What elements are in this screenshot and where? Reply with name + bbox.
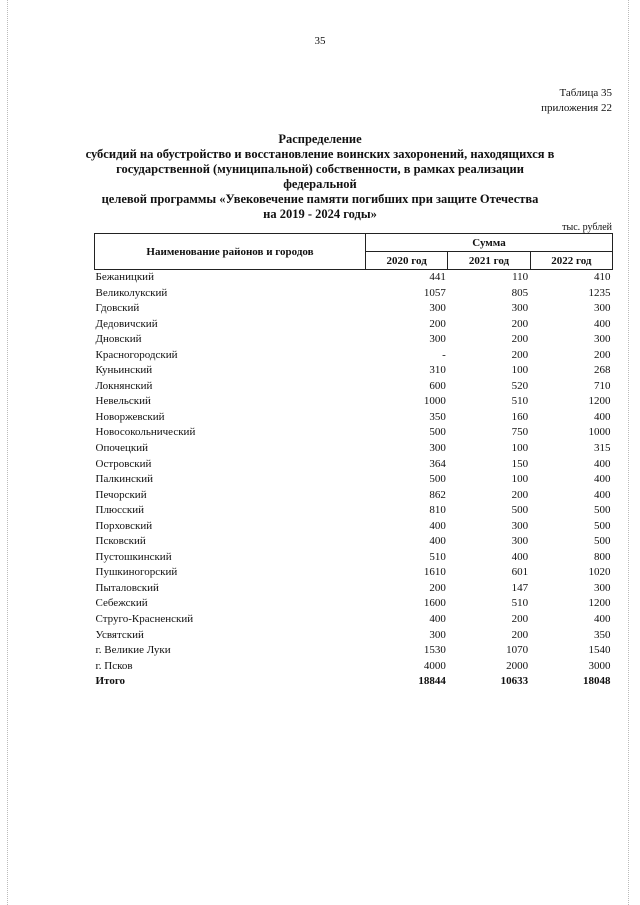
header-name: Наименование районов и городов bbox=[95, 234, 366, 270]
district-name: Печорский bbox=[95, 488, 147, 501]
value-2020: 810 bbox=[429, 504, 446, 517]
left-margin-line bbox=[7, 0, 8, 905]
value-2020: 4000 bbox=[423, 659, 446, 672]
value-2022: 400 bbox=[594, 473, 611, 486]
value-2020: 1000 bbox=[423, 395, 446, 408]
header-sum: Сумма bbox=[366, 234, 613, 252]
value-2021: 300 bbox=[511, 302, 529, 315]
value-2020: 364 bbox=[429, 457, 446, 470]
value-2021: 110 bbox=[512, 271, 529, 283]
value-2020: 1057 bbox=[423, 286, 446, 299]
value-2021: 200 bbox=[511, 333, 529, 346]
table-row bbox=[95, 410, 613, 426]
table-row bbox=[95, 301, 613, 317]
value-2020: 510 bbox=[429, 550, 446, 563]
value-2021: 160 bbox=[511, 410, 529, 423]
value-2022: 400 bbox=[594, 457, 611, 470]
header-year-2022: 2022 год bbox=[530, 252, 612, 270]
value-2020: 400 bbox=[429, 613, 446, 626]
district-name: Островский bbox=[95, 457, 152, 470]
district-name: Красногородский bbox=[95, 348, 178, 361]
value-2021: 2000 bbox=[506, 659, 529, 672]
value-2022: 1540 bbox=[588, 644, 611, 657]
value-2021: 750 bbox=[511, 426, 529, 439]
table-row bbox=[95, 565, 613, 581]
value-2022: 300 bbox=[594, 302, 611, 315]
value-2022: 400 bbox=[594, 613, 611, 626]
district-name: Великолукский bbox=[95, 286, 168, 299]
district-name: Пустошкинский bbox=[95, 550, 172, 563]
value-2021: 200 bbox=[511, 317, 529, 330]
table-total-row bbox=[95, 674, 613, 690]
district-name: Струго-Красненский bbox=[95, 613, 194, 626]
table-row bbox=[95, 348, 613, 364]
value-2020: 200 bbox=[429, 581, 446, 594]
table-row bbox=[95, 472, 613, 488]
title-line4: целевой программы «Увековечение памяти погибших при защите Отечества bbox=[101, 192, 539, 206]
value-2021: 520 bbox=[511, 379, 529, 392]
district-name: Плюсский bbox=[95, 504, 145, 517]
value-2021: 147 bbox=[511, 581, 529, 594]
value-2021: 400 bbox=[511, 550, 529, 563]
table-row bbox=[95, 286, 613, 302]
district-name: г. Псков bbox=[95, 659, 133, 672]
right-margin-line bbox=[628, 0, 629, 905]
value-2020: 400 bbox=[429, 535, 446, 548]
value-2022: 1020 bbox=[588, 566, 611, 579]
value-2020: 500 bbox=[429, 473, 446, 486]
value-2022: 300 bbox=[594, 333, 611, 346]
district-name: Куньинский bbox=[95, 364, 153, 377]
value-2021: 200 bbox=[511, 348, 529, 361]
value-2020: - bbox=[442, 348, 446, 361]
value-2020: 200 bbox=[429, 317, 446, 330]
value-2020: 1610 bbox=[423, 566, 446, 579]
table-ref-line1: Таблица 35 bbox=[559, 87, 612, 99]
value-2020: 300 bbox=[429, 442, 446, 455]
value-2020: 500 bbox=[429, 426, 446, 439]
district-name: Итого bbox=[95, 675, 126, 688]
table-row bbox=[95, 441, 613, 457]
value-2021: 200 bbox=[511, 628, 529, 641]
value-2021: 1070 bbox=[506, 644, 529, 657]
value-2021: 200 bbox=[511, 613, 529, 626]
value-2020: 300 bbox=[429, 333, 446, 346]
district-name: Бежаницкий bbox=[95, 271, 154, 283]
value-2021: 300 bbox=[511, 519, 529, 532]
page-number: 35 bbox=[314, 35, 326, 47]
table-row bbox=[95, 488, 613, 504]
value-2022: 315 bbox=[594, 442, 611, 455]
table-row bbox=[95, 581, 613, 597]
value-2022: 400 bbox=[594, 410, 611, 423]
value-2022: 400 bbox=[594, 488, 611, 501]
value-2020: 400 bbox=[429, 519, 446, 532]
district-name: Дновский bbox=[95, 333, 142, 346]
value-2022: 1200 bbox=[588, 395, 611, 408]
table-row bbox=[95, 317, 613, 333]
value-2022: 1235 bbox=[588, 286, 611, 299]
value-2020: 862 bbox=[429, 488, 446, 501]
district-name: Палкинский bbox=[95, 473, 154, 486]
value-2022: 350 bbox=[594, 628, 611, 641]
subsidy-table bbox=[94, 233, 613, 690]
value-2021: 601 bbox=[511, 566, 529, 579]
value-2020: 350 bbox=[429, 410, 446, 423]
value-2022: 268 bbox=[594, 364, 611, 377]
value-2022: 300 bbox=[594, 581, 611, 594]
value-2020: 1600 bbox=[423, 597, 446, 610]
value-2022: 200 bbox=[594, 348, 611, 361]
district-name: Новосокольнический bbox=[95, 426, 196, 439]
value-2020: 600 bbox=[429, 379, 446, 392]
district-name: Пушкиногорский bbox=[95, 566, 178, 579]
district-name: Псковский bbox=[95, 535, 146, 548]
value-2022: 410 bbox=[594, 271, 611, 283]
value-2021: 500 bbox=[511, 504, 529, 517]
table-row bbox=[95, 332, 613, 348]
district-name: Порховский bbox=[95, 519, 153, 532]
value-2021: 100 bbox=[511, 364, 529, 377]
value-2020: 310 bbox=[429, 364, 446, 377]
value-2021: 300 bbox=[511, 535, 529, 548]
table-row bbox=[95, 628, 613, 644]
table-row bbox=[95, 363, 613, 379]
table-row bbox=[95, 596, 613, 612]
district-name: Дедовичский bbox=[95, 317, 158, 330]
value-2020: 441 bbox=[429, 271, 446, 283]
value-2022: 710 bbox=[594, 379, 611, 392]
table-row bbox=[95, 612, 613, 628]
table-row bbox=[95, 425, 613, 441]
district-name: Новоржевский bbox=[95, 410, 165, 423]
table-row bbox=[95, 379, 613, 395]
district-name: Опочецкий bbox=[95, 442, 148, 455]
document-title bbox=[80, 132, 560, 222]
value-2021: 100 bbox=[511, 473, 529, 486]
district-name: Усвятский bbox=[95, 628, 144, 641]
value-2021: 150 bbox=[511, 457, 529, 470]
table-row bbox=[95, 457, 613, 473]
district-name: Себежский bbox=[95, 597, 148, 610]
value-2022: 3000 bbox=[588, 659, 611, 672]
table-row bbox=[95, 394, 613, 410]
value-2020: 1530 bbox=[423, 644, 446, 657]
table-row bbox=[95, 270, 613, 286]
value-2021: 510 bbox=[511, 395, 529, 408]
district-name: Пыталовский bbox=[95, 581, 159, 594]
district-name: Невельский bbox=[95, 395, 151, 408]
value-2021: 805 bbox=[511, 286, 529, 299]
table-row bbox=[95, 643, 613, 659]
value-2022: 1200 bbox=[588, 597, 611, 610]
table-row bbox=[95, 503, 613, 519]
table-row bbox=[95, 534, 613, 550]
value-2022: 18048 bbox=[583, 675, 611, 688]
value-2021: 510 bbox=[511, 597, 529, 610]
value-2021: 100 bbox=[511, 442, 529, 455]
value-2022: 1000 bbox=[588, 426, 611, 439]
table-row bbox=[95, 519, 613, 535]
title-line3: государственной (муниципальной) собственности, в рамках реализации федеральной bbox=[116, 162, 524, 191]
value-2021: 200 bbox=[511, 488, 529, 501]
value-2022: 500 bbox=[594, 519, 611, 532]
table-body bbox=[95, 270, 613, 690]
value-2022: 800 bbox=[594, 550, 611, 563]
district-name: г. Великие Луки bbox=[95, 644, 171, 657]
table-row bbox=[95, 659, 613, 675]
title-line1: Распределение bbox=[278, 132, 362, 146]
units-label: тыс. рублей bbox=[562, 222, 612, 233]
district-name: Гдовский bbox=[95, 302, 140, 315]
value-2020: 300 bbox=[429, 302, 446, 315]
value-2020: 18844 bbox=[418, 675, 446, 688]
title-line2: субсидий на обустройство и восстановление воинских захоронений, находящихся в bbox=[85, 147, 555, 161]
table-ref-line2: приложения 22 bbox=[541, 102, 612, 114]
title-line5: на 2019 - 2024 годы» bbox=[263, 207, 377, 221]
table-reference bbox=[541, 86, 612, 116]
value-2022: 400 bbox=[594, 317, 611, 330]
district-name: Локнянский bbox=[95, 379, 153, 392]
value-2022: 500 bbox=[594, 504, 611, 517]
value-2020: 300 bbox=[429, 628, 446, 641]
value-2022: 500 bbox=[594, 535, 611, 548]
header-year-2021: 2021 год bbox=[448, 252, 530, 270]
value-2021: 10633 bbox=[500, 675, 529, 688]
header-year-2020: 2020 год bbox=[366, 252, 448, 270]
table-row bbox=[95, 550, 613, 566]
